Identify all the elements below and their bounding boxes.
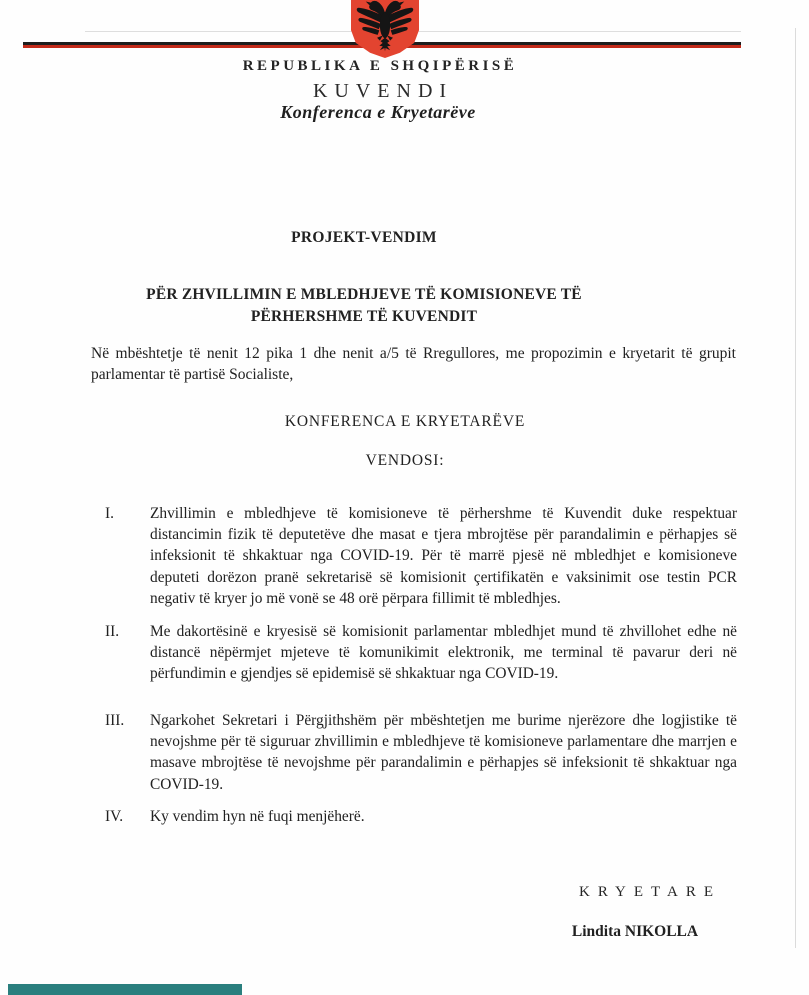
deciding-body-heading: KONFERENCA E KRYETARËVE	[284, 413, 526, 430]
header-body-name: Konferenca e Kryetarëve	[280, 102, 476, 122]
decision-item-3	[105, 710, 737, 795]
item-3-numeral: III.	[105, 712, 125, 729]
albania-eagle-emblem-icon	[351, 0, 419, 58]
item-4-text: Ky vendim hyn në fuqi menjëherë.	[150, 808, 365, 825]
item-4-numeral: IV.	[105, 808, 124, 825]
decision-item-2	[105, 621, 737, 685]
header-institution-title: KUVENDI	[312, 80, 454, 102]
item-2-numeral: II.	[105, 623, 120, 640]
item-1-numeral: I.	[105, 505, 114, 522]
decision-item-4	[105, 806, 737, 827]
item-3-text: Ngarkohet Sekretari i Përgjithshëm për mbështetjen me burime njerëzore dhe logjistike të nevojshme për të siguruar zhvillimin e mbledhjeve të komisioneve parlamentare dhe marrjen e masave mbrojtëse të nevojshme për parandalimin e përhapjes së infeksionit të shkaktuar nga COVID-19.	[150, 712, 737, 793]
double-headed-eagle-icon	[351, 0, 419, 59]
signature-name: Lindita NIKOLLA	[571, 923, 699, 940]
signature-role: KRYETARE	[579, 884, 721, 900]
scan-artifact-vertical-line	[795, 28, 796, 948]
intro-paragraph: Në mbështetje të nenit 12 pika 1 dhe nenit a/5 të Rregullores, me propozimin e kryetarit të grupit parlamentar të partisë Socialiste,	[91, 345, 736, 383]
item-2-text: Me dakortësinë e kryesisë së komisionit parlamentar mbledhjet mund të zhvillohet edhe në distancë nëpërmjet mjeteve të komunikimit elektronik, me terminal të pavarur deri në përfundimin e gjendjes së epidemisë së shkaktuar nga COVID-19.	[150, 623, 737, 683]
scan-artifact-teal-bar	[8, 984, 242, 995]
document-kicker: PROJEKT-VENDIM	[291, 229, 437, 246]
document-title: PËR ZHVILLIMIN E MBLEDHJEVE TË KOMISIONEVE TË PËRHERSHME TË KUVENDIT	[146, 286, 582, 325]
decision-label: VENDOSI:	[365, 452, 445, 469]
decision-item-1	[105, 503, 737, 609]
item-1-text: Zhvillimin e mbledhjeve të komisioneve të përhershme të Kuvendit duke respektuar distancimin fizik të deputetëve dhe masat e tjera mbrojtëse për parandalimin e përhapjes së infeksionit të shkaktuar nga COVID-19. Për të marrë pjesë në mbledhjet e komisioneve deputeti dorëzon pranë sekretarisë së komisionit çertifikatën e vaksinimit ose testin PCR negativ të kryer jo më vonë se 48 orë përpara fillimit të mbledhjes.	[150, 505, 737, 607]
header-republic-title: REPUBLIKA E SHQIPËRISË	[242, 58, 518, 74]
